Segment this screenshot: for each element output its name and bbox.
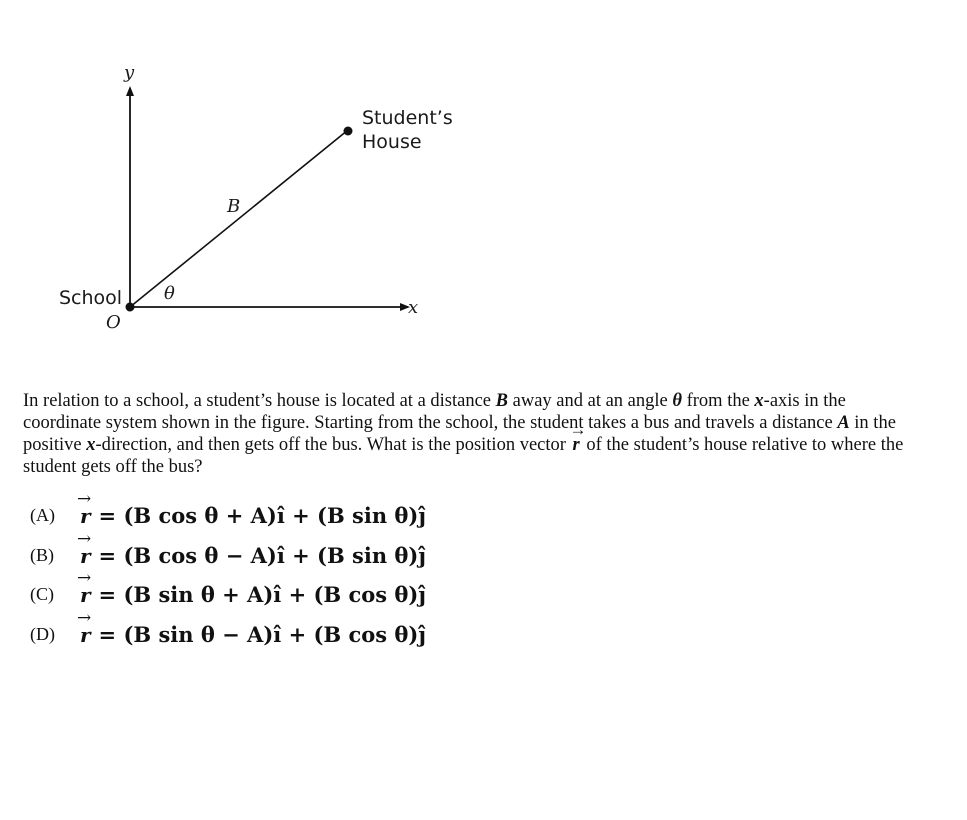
house-label-line1: Student’s	[362, 107, 453, 129]
house-label-line2: House	[362, 131, 422, 153]
question-part: -direction, and then gets off the bus. What is the position vector	[95, 435, 571, 455]
choice-letter: (C)	[30, 584, 54, 605]
question-part: in the positive	[23, 413, 896, 455]
vector-r: → r	[571, 434, 582, 456]
choice-expression	[78, 622, 426, 647]
question-part: -axis in the coordinate system shown in the figure. Starting from the school, the student takes a bus and travels a distance	[23, 391, 846, 433]
choice-formula: = (B cos θ − A)î + (B sin θ)ĵ	[98, 542, 426, 568]
vector-r: → r	[78, 504, 93, 528]
choice-formula: = (B sin θ + A)î + (B cos θ)ĵ	[98, 582, 426, 608]
x-axis-label: x	[408, 297, 419, 318]
origin-point	[126, 303, 135, 312]
question-text	[23, 390, 923, 478]
choice-formula: = (B cos θ + A)î + (B sin θ)ĵ	[98, 503, 426, 529]
var-theta: θ	[672, 391, 682, 411]
segment-b	[130, 130, 348, 307]
var-x: x	[754, 391, 764, 411]
y-axis-label: y	[124, 62, 135, 83]
choice-expression	[78, 543, 426, 568]
choice-letter: (B)	[30, 544, 54, 565]
var-x: x	[86, 435, 96, 455]
coordinate-figure	[0, 0, 520, 345]
question-part: from the	[681, 391, 755, 411]
choice-expression	[78, 582, 426, 607]
question-part: of the student’s house relative to where the student gets off the bus?	[23, 435, 904, 477]
school-label: School	[59, 287, 123, 309]
answer-choices	[30, 496, 426, 654]
choice-formula: = (B sin θ − A)î + (B cos θ)ĵ	[98, 621, 426, 647]
vector-r: → r	[78, 623, 93, 647]
choice-letter: (D)	[30, 623, 55, 644]
vector-r: → r	[78, 583, 93, 607]
angle-label: θ	[164, 283, 175, 304]
question-part: away and at an angle	[508, 391, 673, 411]
choice-expression	[78, 503, 426, 528]
var-a: A	[837, 413, 850, 433]
choice-d[interactable]	[30, 615, 426, 655]
segment-b-label: B	[227, 196, 241, 217]
choice-letter: (A)	[30, 505, 55, 526]
vector-r: → r	[78, 544, 93, 568]
question-part: In relation to a school, a student’s house is located at a distance	[23, 391, 496, 411]
origin-label: O	[106, 312, 121, 333]
house-point	[344, 127, 353, 136]
var-b: B	[495, 391, 508, 411]
